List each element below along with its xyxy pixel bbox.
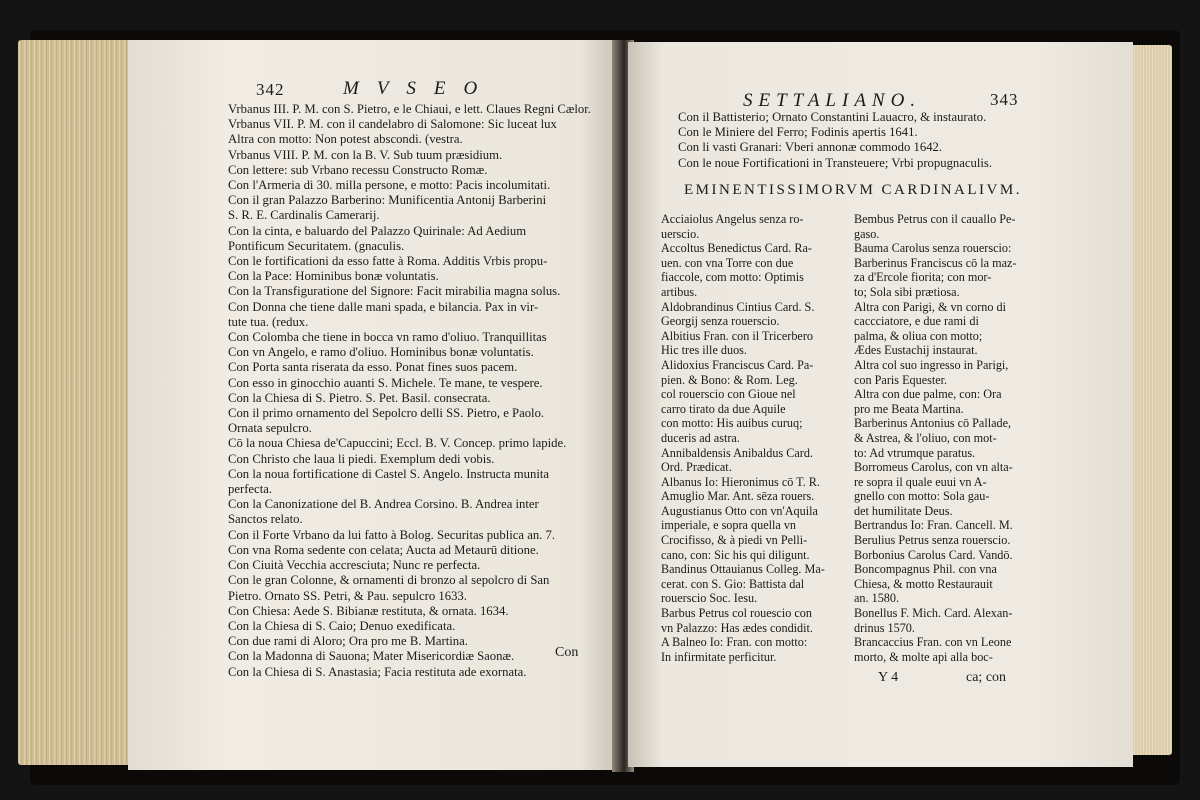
cardinal-entry-line: Albitius Fran. con il Tricerbero <box>661 328 813 343</box>
text-line: Ornata sepulcro. <box>228 421 312 436</box>
left-text-block <box>228 102 591 680</box>
page-block-left <box>18 40 143 765</box>
cardinal-entry-line: Hic tres ille duos. <box>661 343 747 358</box>
text-line: Con il gran Palazzo Barberino: Munificentia Antonij Barberini <box>228 193 547 208</box>
text-line: Con le Miniere del Ferro; Fodinis apertis 1641. <box>678 125 918 140</box>
cardinal-entry-line: Altra con Parigi, & vn corno di <box>854 299 1006 314</box>
cardinal-entry-line: Altra con due palme, con: Ora <box>854 387 1002 402</box>
running-head-right: SETTALIANO. <box>743 90 922 111</box>
text-line: Con le fortificationi da esso fatte à Roma. Additis Vrbis propu- <box>228 254 548 269</box>
cardinal-entry-line: Acciaiolus Angelus senza ro- <box>661 212 804 226</box>
text-line: Con il Forte Vrbano da lui fatto à Bolog. Securitas publica an. 7. <box>228 527 556 542</box>
text-line: Con le noue Fortificationi in Transteuere; Vrbi propugnaculis. <box>678 155 993 170</box>
cardinal-entry-line: morto, & molte api alla boc- <box>854 649 993 664</box>
catchword-right: ca; con <box>966 670 1007 685</box>
right-page <box>628 42 1133 767</box>
cardinal-entry-line: za d'Ercole fiorita; con mor- <box>854 270 992 285</box>
cardinal-entry-line: con Paris Equester. <box>854 372 948 387</box>
cardinal-entry-line: Barberinus Antonius cō Pallade, <box>854 416 1012 431</box>
cardinal-entry-line: Bauma Carolus senza rouerscio: <box>854 241 1012 256</box>
text-line: Con le gran Colonne, & ornamenti di bronzo al sepolcro di San <box>228 573 550 588</box>
text-line: Cō la noua Chiesa de'Capuccini; Eccl. B. V. Concep. primo lapide. <box>228 436 567 451</box>
cardinal-entry-line: Annibaldensis Anibaldus Card. <box>661 445 813 460</box>
cardinal-entry-line: to; Sola sibi prætiosa. <box>854 284 960 299</box>
text-line: Con la Pace: Hominibus bonæ voluntatis. <box>228 269 439 284</box>
cardinal-entry-line: artibus. <box>661 284 698 299</box>
cardinal-entry-line: to: Ad vtrumque paratus. <box>854 445 976 460</box>
cardinal-entry-line: pro me Beata Martina. <box>854 401 964 416</box>
cardinal-entry-line: col rouerscio con Gioue nel <box>661 387 796 402</box>
cardinal-entry-line: cano, con: Sic his qui diligunt. <box>661 547 810 562</box>
cardinal-entry-line: Altra col suo ingresso in Parigi, <box>854 357 1009 372</box>
text-line: Vrbanus VII. P. M. con il candelabro di Salomone: Sic luceat lux <box>228 117 557 132</box>
cardinal-entry-line: imperiale, e sopra quella vn <box>661 518 797 533</box>
column-right <box>854 212 1016 664</box>
text-line: Vrbanus III. P. M. con S. Pietro, e le Chiaui, e lett. Claues Regni Cælor. <box>228 102 591 116</box>
cardinal-entry-line: A Balneo Io: Fran. con motto: <box>661 635 808 650</box>
text-line: Con Porta santa riserata da esso. Ponat fines suos pacem. <box>228 360 518 375</box>
cardinal-entry-line: Ædes Eustachij instaurat. <box>854 343 978 358</box>
page-number-right: 343 <box>990 90 1019 109</box>
cardinal-entry-line: Amuglio Mar. Ant. sēza rouers. <box>661 489 815 504</box>
cardinal-entry-line: Crocifisso, & à piedi vn Pelli- <box>661 533 808 548</box>
text-line: Con Colomba che tiene in bocca vn ramo d'oliuo. Tranquillitas <box>228 330 547 345</box>
catchword-left: Con <box>555 645 579 660</box>
text-line: Con la Transfiguratione del Signore: Facit mirabilia magna solus. <box>228 284 561 299</box>
cardinal-entry-line: In infirmitate perficitur. <box>661 649 777 664</box>
text-line: Con due rami di Aloro; Ora pro me B. Martina. <box>228 634 468 649</box>
cardinal-entry-line: Barberinus Franciscus cō la maz- <box>854 255 1017 270</box>
cardinal-entry-line: Borromeus Carolus, con vn alta- <box>854 460 1013 475</box>
text-line: Con Chiesa: Aede S. Bibianæ restituta, & ornata. 1634. <box>228 603 509 618</box>
cardinal-entry-line: Augustianus Otto con vn'Aquila <box>661 503 818 518</box>
cardinal-entry-line: palma, & oliua con motto; <box>854 328 983 343</box>
cardinal-entry-line: uen. con vna Torre con due <box>661 255 794 270</box>
cardinal-entry-line: pien. & Bono: & Rom. Leg. <box>661 372 798 387</box>
running-head-left: MVSEO <box>343 78 496 99</box>
cardinal-entry-line: uerscio. <box>661 226 700 241</box>
text-line: Con la Madonna di Sauona; Mater Misericordiæ Saonæ. <box>228 649 515 664</box>
text-line: Con vn Angelo, e ramo d'oliuo. Hominibus bonæ voluntatis. <box>228 345 534 360</box>
cardinal-entry-line: re sopra il quale euui vn A- <box>854 474 987 489</box>
cardinal-entry-line: Chiesa, & motto Restaurauit <box>854 576 993 591</box>
cardinal-entry-line: Bembus Petrus con il cauallo Pe- <box>854 212 1016 226</box>
cardinal-entry-line: gaso. <box>854 226 880 241</box>
text-line: Con li vasti Granari: Vberi annonæ commodo 1642. <box>678 140 943 155</box>
cardinal-entry-line: fiaccole, com motto: Optimis <box>661 270 804 285</box>
cardinal-entry-line: gnello con motto: Sola gau- <box>854 489 990 504</box>
cardinal-entry-line: Berulius Petrus senza rouerscio. <box>854 533 1011 548</box>
cardinal-entry-line: con motto: His auibus curuq; <box>661 416 803 431</box>
text-line: tute tua. (redux. <box>228 314 309 329</box>
page-block-right <box>1130 45 1172 755</box>
cardinal-entry-line: & Astrea, & l'oliuo, con mot- <box>854 430 997 445</box>
column-left <box>661 212 825 664</box>
cardinal-entry-line: Borbonius Carolus Card. Vandō. <box>854 547 1013 562</box>
cardinal-entry-line: duceris ad astra. <box>661 430 740 445</box>
cardinal-entry-line: carro tirato da due Aquile <box>661 401 786 416</box>
cardinal-entry-line: det humilitate Deus. <box>854 503 953 518</box>
cardinal-entry-line: Albanus Io: Hieronimus cō T. R. <box>661 474 820 489</box>
cardinal-entry-line: Bonellus F. Mich. Card. Alexan- <box>854 606 1013 621</box>
right-top-text-block <box>678 110 992 171</box>
text-line: Con la Chiesa di S. Pietro. S. Pet. Basil. consecrata. <box>228 390 491 405</box>
cardinal-entry-line: Accoltus Benedictus Card. Ra- <box>661 241 812 256</box>
cardinal-entry-line: cerat. con S. Gio: Battista dal <box>661 576 805 591</box>
cardinal-entry-line: Alidoxius Franciscus Card. Pa- <box>661 357 814 372</box>
text-line: Con vna Roma sedente con celata; Aucta ad Metaurū ditione. <box>228 542 539 557</box>
text-line: perfecta. <box>228 482 273 497</box>
text-line: Con l'Armeria di 30. milla persone, e motto: Pacis incolumitati. <box>228 178 551 193</box>
text-line: Pietro. Ornato SS. Petri, & Pau. sepulcro 1633. <box>228 588 467 603</box>
cardinal-entry-line: an. 1580. <box>854 591 900 606</box>
text-line: Con la Chiesa di S. Caio; Denuo exedificata. <box>228 618 456 633</box>
left-page <box>128 40 618 770</box>
cardinal-entry-line: Boncompagnus Phil. con vna <box>854 562 997 577</box>
text-line: Con Donna che tiene dalle mani spada, e bilancia. Pax in vir- <box>228 299 539 314</box>
cardinal-entry-line: Brancaccius Fran. con vn Leone <box>854 635 1012 650</box>
text-line: Con Ciuità Vecchia accresciuta; Nunc re perfecta. <box>228 558 481 573</box>
text-line: Con esso in ginocchio auanti S. Michele. Te mane, te vespere. <box>228 375 543 390</box>
cardinal-entry-line: Bandinus Ottauianus Colleg. Ma- <box>661 562 825 577</box>
signature-mark: Y 4 <box>878 670 899 685</box>
text-line: Con il primo ornamento del Sepolcro delli SS. Pietro, e Paolo. <box>228 406 545 421</box>
cardinal-entry-line: rouerscio Soc. Iesu. <box>661 591 758 606</box>
section-title: EMINENTISSIMORVM CARDINALIVM. <box>684 182 1022 198</box>
cardinal-entry-line: drinus 1570. <box>854 620 915 635</box>
cardinal-entry-line: Barbus Petrus col rouescio con <box>661 606 812 621</box>
text-line: Con la Canonizatione del B. Andrea Corsino. B. Andrea inter <box>228 497 539 512</box>
text-line: Pontificum Securitatem. (gnaculis. <box>228 238 405 253</box>
text-line: Vrbanus VIII. P. M. con la B. V. Sub tuum præsidium. <box>228 147 503 162</box>
cardinal-entry-line: caccciatore, e due rami di <box>854 314 979 329</box>
text-line: S. R. E. Cardinalis Camerarij. <box>228 208 380 223</box>
text-line: Con la Chiesa di S. Anastasia; Facia restituta ade exornata. <box>228 664 527 679</box>
cardinal-entry-line: Aldobrandinus Cintius Card. S. <box>661 299 815 314</box>
text-line: Con la noua fortificatione di Castel S. Angelo. Instructa munita <box>228 466 549 481</box>
text-line: Con Christo che laua li piedi. Exemplum dedi vobis. <box>228 451 495 466</box>
page-number-left: 342 <box>256 80 285 99</box>
text-line: Con il Battisterio; Ornato Constantini Lauacro, & instaurato. <box>678 110 987 124</box>
cardinal-entry-line: Ord. Prædicat. <box>661 460 732 475</box>
text-line: Con lettere: sub Vrbano recessu Constructo Romæ. <box>228 162 488 177</box>
text-line: Sanctos relato. <box>228 512 303 527</box>
cardinal-entry-line: Georgij senza rouerscio. <box>661 314 780 329</box>
text-line: Con la cinta, e baluardo del Palazzo Quirinale: Ad Aedium <box>228 223 527 238</box>
cardinal-entry-line: Bertrandus Io: Fran. Cancell. M. <box>854 518 1013 533</box>
text-line: Altra con motto: Non potest abscondi. (vestra. <box>228 132 463 147</box>
cardinal-entry-line: vn Palazzo: Has ædes condidit. <box>661 620 813 635</box>
